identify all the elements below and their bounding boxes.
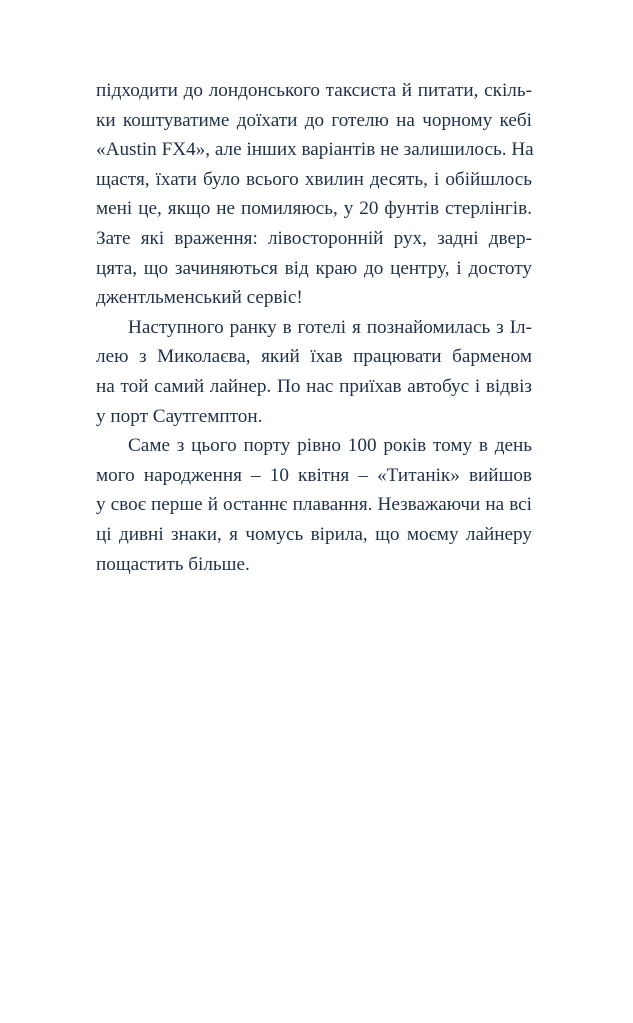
text-line: у порт Саутгемптон. <box>96 405 263 427</box>
text-line: ки коштуватиме доїхати до готелю на чорному кебі <box>96 109 532 131</box>
body-text <box>96 76 532 579</box>
text-line: мені це, якщо не помиляюсь, у 20 фунтів стерлінгів. <box>96 198 532 220</box>
text-line: підходити до лондонського таксиста й питати, скіль- <box>96 80 532 101</box>
text-line: щастя, їхати було всього хвилин десять, і обійшлось <box>96 168 532 190</box>
paragraph-3 <box>96 431 532 579</box>
text-line: Саме з цього порту рівно 100 років тому в день <box>128 435 532 457</box>
text-line: пощастить більше. <box>96 553 250 575</box>
text-line: джентльменський сервіс! <box>96 287 303 309</box>
paragraph-2 <box>96 313 532 431</box>
text-line: лею з Миколаєва, який їхав працювати барменом <box>96 346 532 368</box>
text-line: Наступного ранку в готелі я познайомилась з Іл- <box>128 316 532 338</box>
text-line: Зате які враження: лівосторонній рух, задні двер- <box>96 227 532 249</box>
text-line: у своє перше й останнє плавання. Незважаючи на всі <box>96 494 532 516</box>
text-line: на той самий лайнер. По нас приїхав автобус і відвіз <box>96 375 532 397</box>
text-line: цята, що зачиняються від краю до центру, і достоту <box>96 257 532 279</box>
text-line: «Austin FX4», але інших варіантів не залишилось. На <box>96 139 534 161</box>
text-line: ці дивні знаки, я чомусь вірила, що моєму лайнеру <box>96 523 532 545</box>
paragraph-1 <box>96 76 532 313</box>
text-line: мого народження – 10 квітня – «Титанік» вийшов <box>96 464 532 486</box>
